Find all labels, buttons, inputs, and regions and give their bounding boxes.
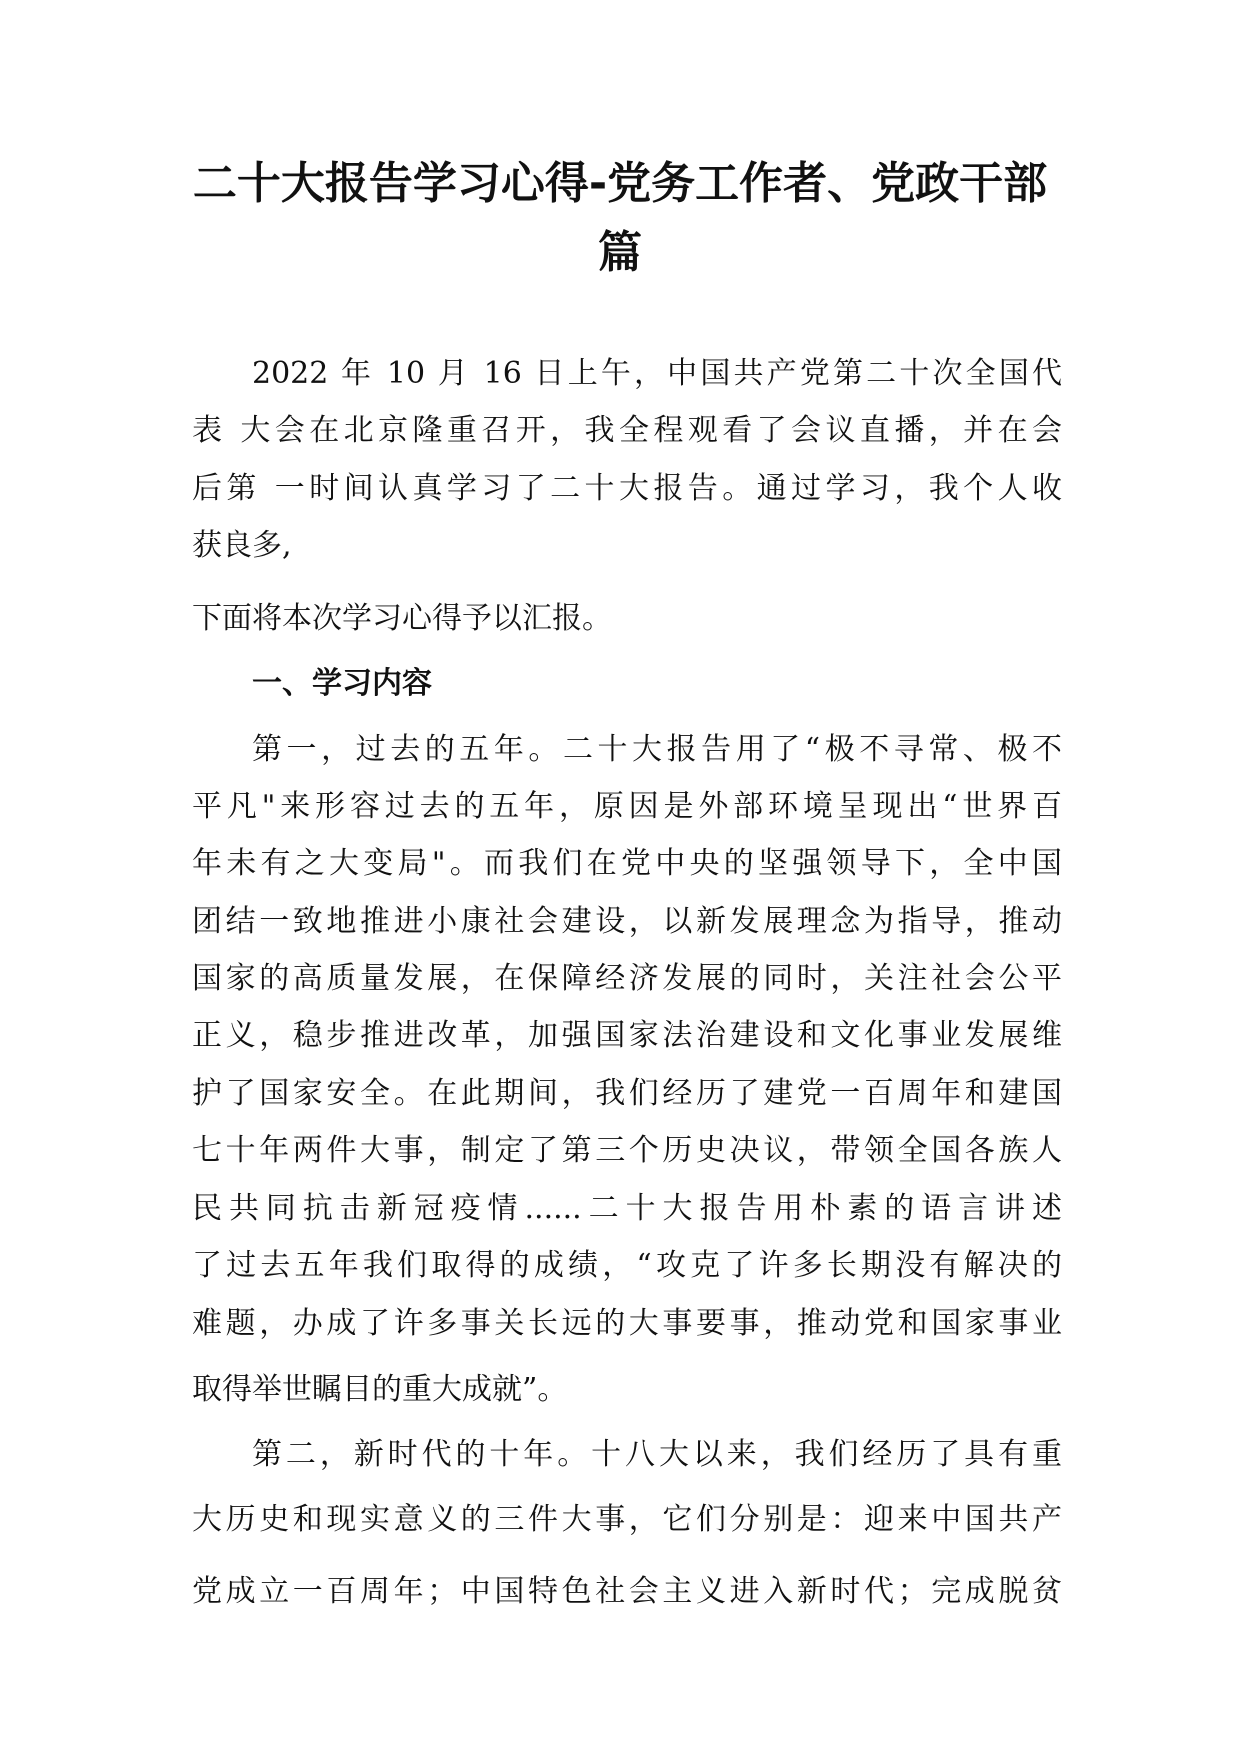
paragraph-3-line-7: 护了国家安全。在此期间，我们经历了建党一百周年和建国 [192, 1076, 1062, 1111]
paragraph-1-line-4: 获良多, [192, 528, 292, 563]
paragraph-3-line-1: 第一，过去的五年。二十大报告用了“极不寻常、极不 [252, 732, 1062, 767]
paragraph-2: 下面将本次学习心得予以汇报。 [192, 601, 612, 636]
paragraph-4-line-3: 党成立一百周年；中国特色社会主义进入新时代；完成脱贫 [192, 1574, 1062, 1609]
paragraph-3-line-3: 年未有之大变局"。而我们在党中央的坚强领导下，全中国 [192, 846, 1062, 881]
document-title-line-1: 二十大报告学习心得-党务工作者、党政干部 [192, 158, 1048, 209]
paragraph-1-line-1: 2022 年 10 月 16 日上午，中国共产党第二十次全国代 [252, 356, 1062, 391]
paragraph-3-line-11: 难题，办成了许多事关长远的大事要事，推动党和国家事业 [192, 1306, 1062, 1341]
paragraph-4-line-1: 第二，新时代的十年。十八大以来，我们经历了具有重 [252, 1437, 1062, 1472]
paragraph-3-line-10: 了过去五年我们取得的成绩，“攻克了许多长期没有解决的 [192, 1248, 1062, 1283]
paragraph-3-line-9: 民共同抗击新冠疫情......二十大报告用朴素的语言讲述 [192, 1191, 1062, 1226]
paragraph-1-line-2: 表 大会在北京隆重召开，我全程观看了会议直播，并在会 [192, 413, 1062, 448]
paragraph-3-line-12: 取得举世瞩目的重大成就”。 [192, 1372, 568, 1407]
section-heading-learning-content: 一、学习内容 [252, 666, 432, 701]
paragraph-3-line-4: 团结一致地推进小康社会建设，以新发展理念为指导，推动 [192, 904, 1062, 939]
paragraph-3-line-8: 七十年两件大事，制定了第三个历史决议，带领全国各族人 [192, 1133, 1062, 1168]
paragraph-3-line-2: 平凡"来形容过去的五年，原因是外部环境呈现出“世界百 [192, 789, 1062, 824]
paragraph-4-line-2: 大历史和现实意义的三件大事，它们分别是：迎来中国共产 [192, 1502, 1062, 1537]
paragraph-3-line-6: 正义，稳步推进改革，加强国家法治建设和文化事业发展维 [192, 1018, 1062, 1053]
paragraph-3-line-5: 国家的高质量发展，在保障经济发展的同时，关注社会公平 [192, 961, 1062, 996]
document-title-line-2: 篇 [598, 227, 642, 278]
paragraph-1-line-3: 后第 一时间认真学习了二十大报告。通过学习，我个人收 [192, 471, 1062, 506]
